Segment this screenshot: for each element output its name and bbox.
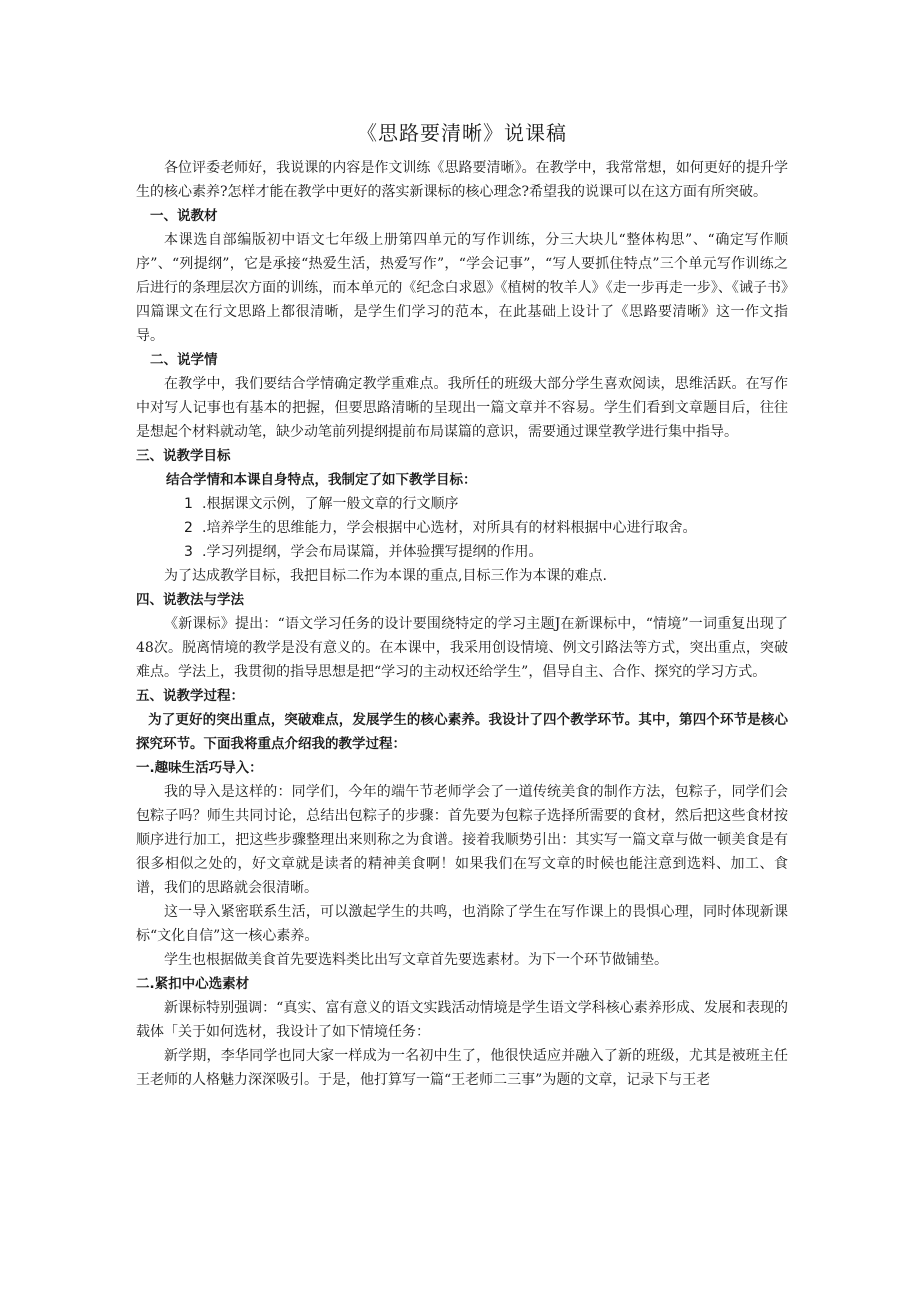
step1-paragraph: 这一导入紧密联系生活，可以激起学生的共鸣，也消除了学生在写作课上的畏惧心理，同时体现新课标“文化自信”这一核心素养。 <box>136 904 788 944</box>
section-heading-methods: 四、说教法与学法 <box>136 592 244 608</box>
section-heading-process: 五、说教学过程： <box>136 688 244 704</box>
objective-item <box>136 492 788 516</box>
objective-number: 1 <box>184 496 193 512</box>
step2-paragraph: 新课标特别强调：“真实、富有意义的语文实践活动情境是学生语文学科核心素养形成、发展和表现的载体「关于如何选材，我设计了如下情境任务： <box>136 1000 788 1040</box>
intro-paragraph: 各位评委老师好，我说课的内容是作文训练《思路要清晰》。在教学中，我常常想，如何更好的提升学生的核心素养?怎样才能在教学中更好的落实新课标的核心理念?希望我的说课可以在这方面有所突破。 <box>136 160 788 200</box>
document-title: 《思路要清晰》说课稿 <box>357 121 567 145</box>
objective-item <box>136 516 788 540</box>
step2-heading: 二.紧扣中心选素材 <box>136 976 250 992</box>
section-heading-students: 二、说学情 <box>150 352 218 368</box>
objectives-after: 为了达成教学目标，我把目标二作为本课的重点,目标三作为本课的难点. <box>164 568 607 584</box>
objective-text: .学习列提纲，学会布局谋篇，并体验撰写提纲的作用。 <box>202 544 543 560</box>
objective-item <box>136 540 788 564</box>
objective-text: .培养学生的思维能力，学会根据中心选材，对所具有的材料根据中心进行取舍。 <box>202 520 697 536</box>
objective-number: 3 <box>184 544 193 560</box>
process-lead: 为了更好的突出重点，突破难点，发展学生的核心素养。我设计了四个教学环节。其中，第四个环节是核心探究环节。下面我将重点介绍我的教学过程： <box>136 712 788 752</box>
objective-text: .根据课文示例，了解一般文章的行文顺序 <box>202 496 459 512</box>
step1-paragraph: 学生也根据做美食首先要选料类比出写文章首先要选素材。为下一个环节做铺垫。 <box>164 952 668 968</box>
step1-heading: 一.趣味生活巧导入： <box>136 760 263 776</box>
section-methods-body: 《新课标》提出：“语文学习任务的设计要围绕特定的学习主题J在新课标中，“情境”一词重复出现了48次。脱离情境的教学是没有意义的。在本课中，我采用创设情境、例文引路法等方式，突出重点，突破难点。学法上，我贯彻的指导思想是把“学习的主动权还给学生”，倡导自主、合作、探究的学习方式。 <box>136 616 788 680</box>
section-textbook-body: 本课选自部编版初中语文七年级上册第四单元的写作训练，分三大块儿“整体构思”、“确定写作顺序”、“列提纲”，它是承接“热爱生活，热爱写作”，“学会记事”，“写人要抓住特点”三个单元写作训练之后进行的条理层次方面的训练，而本单元的《纪念白求恩》《植树的牧羊人》《走一步再走一步》、《诫子书》四篇课文在行文思路上都很清晰，是学生们学习的范本，在此基础上设计了《思路要清晰》这一作文指导。 <box>136 232 788 344</box>
section-heading-objectives: 三、说教学目标 <box>136 448 231 464</box>
step1-paragraph: 我的导入是这样的：同学们，今年的端午节老师学会了一道传统美食的制作方法，包粽子，同学们会包粽子吗？师生共同讨论，总结出包粽子的步骤：首先要为包粽子选择所需要的食材，然后把这些食材按顺序进行加工，把这些步骤整理出来则称之为食谱。接着我顺势引出：其实写一篇文章与做一顿美食是有很多相似之处的，好文章就是读者的精神美食啊！如果我们在写文章的时候也能注意到选料、加工、食谱，我们的思路就会很清晰。 <box>136 784 788 896</box>
step2-paragraph: 新学期，李华同学也同大家一样成为一名初中生了，他很快适应并融入了新的班级，尤其是被班主任王老师的人格魅力深深吸引。于是，他打算写一篇“王老师二三事”为题的文章，记录下与王老 <box>136 1048 788 1088</box>
section-students-body: 在教学中，我们要结合学情确定教学重难点。我所任的班级大部分学生喜欢阅读，思维活跃。在写作中对写人记事也有基本的把握，但要思路清晰的呈现出一篇文章并不容易。学生们看到文章题目后，往往是想起个材料就动笔，缺少动笔前列提纲提前布局谋篇的意识，需要通过课堂教学进行集中指导。 <box>136 376 788 440</box>
document-page <box>136 118 788 1092</box>
section-heading-textbook: 一、说教材 <box>150 208 218 224</box>
objectives-lead: 结合学情和本课自身特点，我制定了如下教学目标： <box>166 472 477 488</box>
objective-number: 2 <box>184 520 193 536</box>
